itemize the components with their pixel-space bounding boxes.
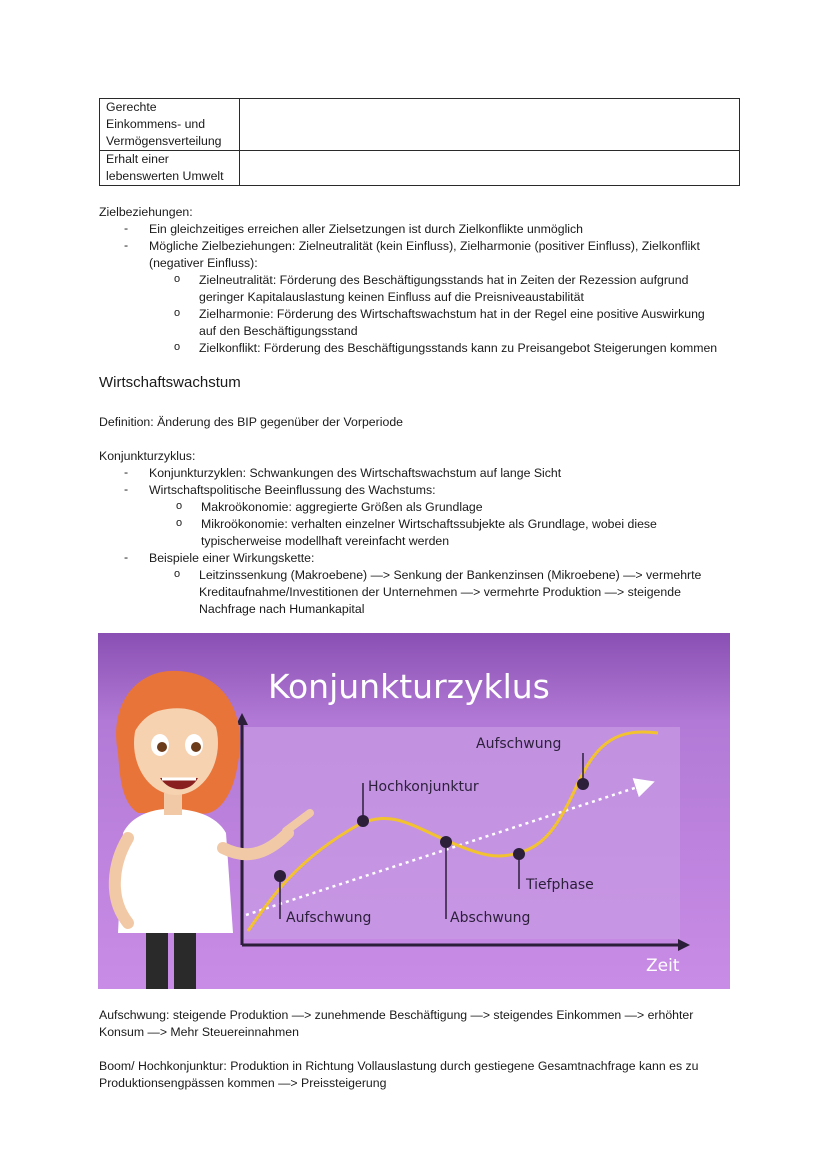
label-aufschwung-bottom: Aufschwung [286,910,372,926]
label-hochkonjunktur: Hochkonjunktur [368,779,479,795]
table-row [100,151,740,186]
bullet-text: Konjunkturzyklen: Schwankungen des Wirtschaftswachstum auf lange Sicht [149,466,562,480]
boom-text: Boom/ Hochkonjunktur: Produktion in Richtung Vollauslastung durch gestiegene Gesamtnachfrage kann es zu [99,1059,699,1073]
sub-bullet-text: Makroökonomie: aggregierte Größen als Grundlage [201,500,483,514]
label-abschwung: Abschwung [450,910,531,926]
sub-bullet-text: typischerweise modellhaft vereinfacht werden [201,534,450,548]
bullet-circle: o [174,273,181,285]
table-row [100,99,740,151]
section-heading-zielbeziehungen: Zielbeziehungen: [99,205,193,219]
sub-bullet-text: auf den Beschäftigungsstand [199,324,358,338]
cycle-point [440,836,452,848]
cycle-point [357,815,369,827]
sub-bullet-text: Kreditaufnahme/Investitionen der Unternehmen —> vermehrte Produktion —> steigende [199,585,681,599]
konjunkturzyklus-illustration [98,633,730,989]
cycle-point [274,870,286,882]
cycle-point [513,848,525,860]
sub-bullet-text: Zielkonflikt: Förderung des Beschäftigungsstands kann zu Preisangebot Steigerungen kommen [199,341,718,355]
aufschwung-text: Konsum —> Mehr Steuereinnahmen [99,1025,299,1039]
goals-table [99,98,740,186]
sub-bullet-text: Zielharmonie: Förderung des Wirtschaftswachstum hat in der Regel eine positive Auswirkung [199,307,705,321]
bullet-circle: o [174,341,181,353]
bullet-text: Mögliche Zielbeziehungen: Zielneutralität (kein Einfluss), Zielharmonie (positiver Einfluss), Zielkonflikt [149,239,700,253]
sub-bullet-text: Leitzinssenkung (Makroebene) —> Senkung der Bankenzinsen (Mikroebene) —> vermehrte [199,568,702,582]
sub-bullet-text: Nachfrage nach Humankapital [199,602,365,616]
bullet-circle: o [174,568,181,580]
label-tiefphase: Tiefphase [526,877,594,893]
bullet-circle: o [176,517,183,529]
section-heading-konjunkturzyklus: Konjunkturzyklus: [99,449,196,463]
bullet-dash: - [124,465,129,479]
section-title-wirtschaftswachstum: Wirtschaftswachstum [99,374,241,391]
sub-bullet-text: geringer Kapitalauslastung keinen Einfluss auf die Preisniveaustabilität [199,290,584,304]
cycle-point [577,778,589,790]
bullet-dash: - [124,482,129,496]
bullet-text: Ein gleichzeitiges erreichen aller Zielsetzungen ist durch Zielkonflikte unmöglich [149,222,584,236]
plot-panel [244,727,680,939]
x-axis-label: Zeit [646,956,680,976]
bullet-dash: - [124,221,129,235]
bullet-dash: - [124,238,129,252]
bullet-dash: - [124,550,129,564]
boom-text: Produktionsengpässen kommen —> Preissteigerung [99,1076,387,1090]
table-cell-value [240,99,740,151]
label-aufschwung-top: Aufschwung [476,736,562,752]
bullet-circle: o [174,307,181,319]
sub-bullet-text: Zielneutralität: Förderung des Beschäftigungsstands hat in Zeiten der Rezession aufgrund [199,273,689,287]
figure-title: Konjunkturzyklus [268,667,550,706]
bullet-text: Wirtschaftspolitische Beeinflussung des Wachstums: [149,483,436,497]
table-cell-label: Gerechte Einkommens- und Vermögensverteilung [100,99,240,151]
bullet-circle: o [176,500,183,512]
konjunkturzyklus-figure [98,633,730,989]
definition-text: Definition: Änderung des BIP gegenüber der Vorperiode [99,415,403,429]
bullet-text: (negativer Einfluss): [149,256,258,270]
aufschwung-text: Aufschwung: steigende Produktion —> zunehmende Beschäftigung —> steigendes Einkommen —> erhöhter [99,1008,694,1022]
bullet-text: Beispiele einer Wirkungskette: [149,551,315,565]
table-cell-label: Erhalt einer lebenswerten Umwelt [100,151,240,186]
table-cell-value [240,151,740,186]
sub-bullet-text: Mikroökonomie: verhalten einzelner Wirtschaftssubjekte als Grundlage, wobei diese [201,517,657,531]
